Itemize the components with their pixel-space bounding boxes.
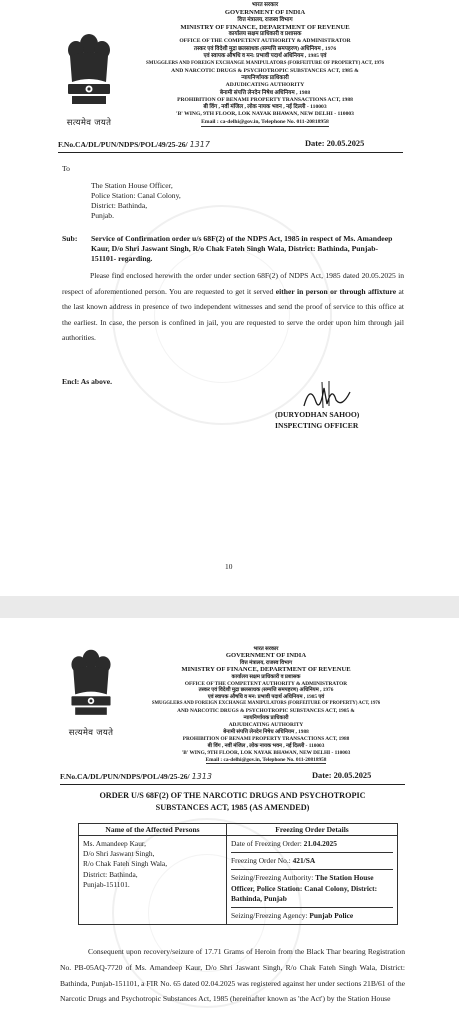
letterhead-line: भारत सरकार bbox=[253, 646, 279, 652]
letterhead-line: OFFICE OF THE COMPETENT AUTHORITY & ADMINISTRATOR bbox=[179, 38, 351, 45]
emblem-motto: सत्यमेव जयते bbox=[68, 728, 114, 738]
agency-label: Seizing/Freezing Agency: bbox=[231, 911, 310, 921]
body-text: Please find enclosed herewith the order under section 68F(2) of NDPS Act, 1985 dated 20.05.2025 in respect of aforementioned person. You are requested to get it served bbox=[62, 271, 404, 296]
letterhead-contact: Email : ca-delhi@gov.in, Telephone No. 011-20818958 bbox=[205, 756, 327, 763]
letterhead-line: भारत सरकार bbox=[251, 2, 279, 8]
order-body-text: Consequent upon recovery/seizure of 17.71 Grams of Heroin from the Black Thar bearing Registration No. PB-05AQ-7720 of Ms. Amandeep Kaur, D/o Shri Jaswant Singh, R/o Chak Fateh Singh Wala, District: Bathinda, Punjab-151101, a FIR No. 65 dated 02.04.2025 was registered against her under sections 21B/61 of the Narcotic Drugs and Psychotropic Substances Act, 1985 (hereinafter known as 'the Act') by the Station House bbox=[60, 947, 405, 1004]
authority-label: Seizing/Freezing Authority: bbox=[231, 873, 316, 883]
letterhead-line: MINISTRY OF FINANCE, DEPARTMENT OF REVENUE bbox=[180, 23, 350, 31]
file-number-handwritten: 1317 bbox=[189, 140, 210, 149]
letterhead-line: PROHIBITION OF BENAMI PROPERTY TRANSACTIONS ACT, 1988 bbox=[177, 96, 353, 103]
order-body bbox=[60, 944, 405, 1007]
letterhead-line: बेनामी संपत्ति लेनदेन निषेध अधिनियम , 1988 bbox=[223, 728, 309, 735]
body-text: at the last known address in presence of two independent witnesses and send the proof of service to this office at the earliest. In case, the person is confined in jail, you are requested to serve the order upon him through jail authorities. bbox=[62, 286, 405, 343]
letterhead-line: OFFICE OF THE COMPETENT AUTHORITY & ADMINISTRATOR bbox=[184, 680, 348, 687]
freezing-no-label: Freezing Order No.: bbox=[231, 856, 293, 866]
table-header-row bbox=[79, 824, 398, 836]
letterhead-line: ADJUDICATING AUTHORITY bbox=[225, 82, 305, 89]
letterhead bbox=[130, 2, 400, 127]
letterhead-line: SMUGGLERS AND FOREIGN EXCHANGE MANIPULATORS (FORFEITURE OF PROPERTY) ACT, 1976 bbox=[151, 701, 381, 707]
addressee-line: Punjab. bbox=[91, 211, 114, 220]
letterhead-line: कार्यालय सक्षम प्राधिकारी व प्रशासक bbox=[228, 31, 302, 38]
file-number-text: F.No.CA/DL/PUN/NDPS/POL/49/25-26/ bbox=[58, 140, 188, 149]
affected-persons-table bbox=[78, 823, 398, 925]
letterhead-line: बी विंग , नवीं मंजिल , लोक नायक भवन , नई दिल्ली - 110003 bbox=[207, 742, 325, 749]
letterhead-line: कार्यालय सक्षम प्राधिकारी व प्रशासक bbox=[231, 673, 301, 680]
subject-label: Sub: bbox=[62, 234, 78, 243]
letter-body bbox=[62, 268, 404, 346]
table-header-freezing: Freezing Order Details bbox=[227, 824, 398, 836]
letterhead-line: वित्त मंत्रालय, राजस्व विभाग bbox=[237, 16, 293, 23]
seizing-agency bbox=[231, 908, 393, 924]
person-line: Ms. Amandeep Kaur, bbox=[83, 839, 146, 848]
letterhead-line: न्यायनिर्णायक प्राधिकारी bbox=[241, 74, 289, 81]
page-separator bbox=[0, 596, 459, 618]
freezing-order-number bbox=[231, 853, 393, 870]
to-label: To bbox=[62, 164, 70, 173]
addressee-line: District: Bathinda, bbox=[91, 201, 148, 210]
enclosure-note: Encl: As above. bbox=[62, 377, 112, 386]
letterhead-line: एवं स्वापक औषधि व मन: प्रभावी पदार्थ अधिनियम , 1985 एवं bbox=[203, 53, 327, 60]
national-emblem bbox=[60, 646, 122, 738]
subject-text: Service of Confirmation order u/s 68F(2) of the NDPS Act, 1985 in respect of Ms. Amandeep Kaur, D/o Shri Jaswant Singh, R/o Chak Fateh Singh Wala, District: Bathinda, Punjab-151101- regarding. bbox=[91, 234, 393, 263]
table-header-persons: Name of the Affected Persons bbox=[79, 824, 227, 836]
ashoka-emblem-icon bbox=[60, 646, 122, 726]
letterhead-line: GOVERNMENT OF INDIA bbox=[224, 9, 306, 17]
addressee-line: The Station House Officer, bbox=[91, 181, 173, 190]
letterhead-contact: Email : ca-delhi@gov.in, Telephone No. 011-20818958 bbox=[201, 119, 329, 127]
table-row bbox=[79, 836, 398, 925]
letterhead-line: SMUGGLERS AND FOREIGN EXCHANGE MANIPULATORS (FORFEITURE OF PROPERTY) ACT, 1976 bbox=[146, 61, 384, 67]
order-page bbox=[0, 618, 459, 1024]
freezing-date-label: Date of Freezing Order: bbox=[231, 839, 304, 848]
national-emblem bbox=[58, 30, 120, 128]
person-line: R/o Chak Fateh Singh Wala, bbox=[83, 859, 168, 869]
letterhead-line: न्यायनिर्णायक प्राधिकारी bbox=[243, 715, 289, 722]
order-title-line: ORDER U/S 68F(2) OF THE NARCOTIC DRUGS AND PSYCHOTROPIC bbox=[99, 791, 366, 800]
body-emphasis: either in person or through affixture bbox=[275, 286, 397, 296]
letterhead-line: PROHIBITION OF BENAMI PROPERTY TRANSACTIONS ACT, 1988 bbox=[182, 735, 350, 742]
file-number-text: F.No.CA/DL/PUN/NDPS/POL/49/25-26/ bbox=[60, 772, 190, 781]
file-number bbox=[58, 140, 210, 149]
seizing-authority bbox=[231, 870, 393, 908]
person-line: District: Bathinda, bbox=[83, 869, 138, 879]
affected-person-cell bbox=[79, 836, 227, 925]
letterhead-line: 'B' WING, 9TH FLOOR, LOK NAYAK BHAWAN, NEW DELHI - 110003 bbox=[176, 111, 354, 118]
ashoka-emblem-icon bbox=[58, 30, 120, 116]
person-line: D/o Shri Jaswant Singh, bbox=[83, 849, 155, 859]
signatory-name: (DURYODHAN SAHOO) bbox=[275, 410, 360, 419]
letterhead-line: बेनामी संपत्ति लेनदेन निषेध अधिनियम , 1988 bbox=[219, 89, 311, 96]
page-number: 10 bbox=[225, 562, 233, 571]
authority-value: The Station House Officer, Police Station: Canal Colony, District: Bathinda, Punjab bbox=[231, 873, 378, 903]
letterhead-line: तस्कर एवं विदेशी मुद्रा छलसाधक (सम्पत्ति समपहरण) अधिनियम , 1976 bbox=[198, 687, 334, 694]
letterhead-line: एवं स्वापक औषधि व मन: प्रभावी पदार्थ अधिनियम , 1985 एवं bbox=[207, 694, 325, 701]
letterhead-line: वित्त मंत्रालय, राजस्व विभाग bbox=[239, 659, 293, 666]
order-date: Date: 20.05.2025 bbox=[312, 771, 372, 780]
freezing-details-cell bbox=[227, 836, 398, 925]
signatory-title: INSPECTING OFFICER bbox=[275, 421, 359, 430]
header-divider bbox=[58, 152, 403, 153]
freezing-order-date bbox=[231, 836, 393, 853]
order-title-line: SUBSTANCES ACT, 1985 (AS AMENDED) bbox=[155, 802, 310, 812]
person-line: Punjab-151101. bbox=[83, 879, 130, 889]
letterhead-line: ADJUDICATING AUTHORITY bbox=[228, 721, 304, 728]
order-title bbox=[60, 790, 405, 813]
letterhead bbox=[132, 646, 400, 764]
letterhead-line: MINISTRY OF FINANCE, DEPARTMENT OF REVENUE bbox=[181, 665, 351, 673]
letterhead-line: AND NARCOTIC DRUGS & PSYCHOTROPIC SUBSTANCES ACT, 1985 & bbox=[177, 708, 355, 715]
letterhead-line: तस्कर एवं विदेशी मुद्रा छलसाधक (सम्पत्ति समपहरण) अधिनियम , 1976 bbox=[193, 45, 337, 52]
emblem-motto: सत्यमेव जयते bbox=[66, 118, 112, 128]
file-number-handwritten: 1313 bbox=[191, 772, 212, 781]
letterhead-line: GOVERNMENT OF INDIA bbox=[225, 651, 307, 659]
addressee-line: Police Station: Canal Colony, bbox=[91, 191, 181, 200]
agency-value: Punjab Police bbox=[309, 911, 354, 921]
letterhead-line: 'B' WING, 9TH FLOOR, LOK NAYAK BHAWAN, NEW DELHI - 110003 bbox=[181, 749, 351, 756]
header-divider bbox=[60, 784, 405, 785]
letterhead-line: बी विंग , नवीं मंजिल , लोक नायक भवन , नई दिल्ली - 110003 bbox=[203, 104, 327, 111]
freezing-date-value: 21.04.2025 bbox=[303, 839, 337, 848]
letter-date: Date: 20.05.2025 bbox=[305, 139, 365, 148]
signature-mark bbox=[296, 378, 366, 412]
file-number bbox=[60, 772, 212, 781]
letterhead-line: AND NARCOTIC DRUGS & PSYCHOTROPIC SUBSTANCES ACT, 1985 & bbox=[171, 67, 359, 74]
freezing-no-value: 421/SA bbox=[292, 856, 316, 866]
